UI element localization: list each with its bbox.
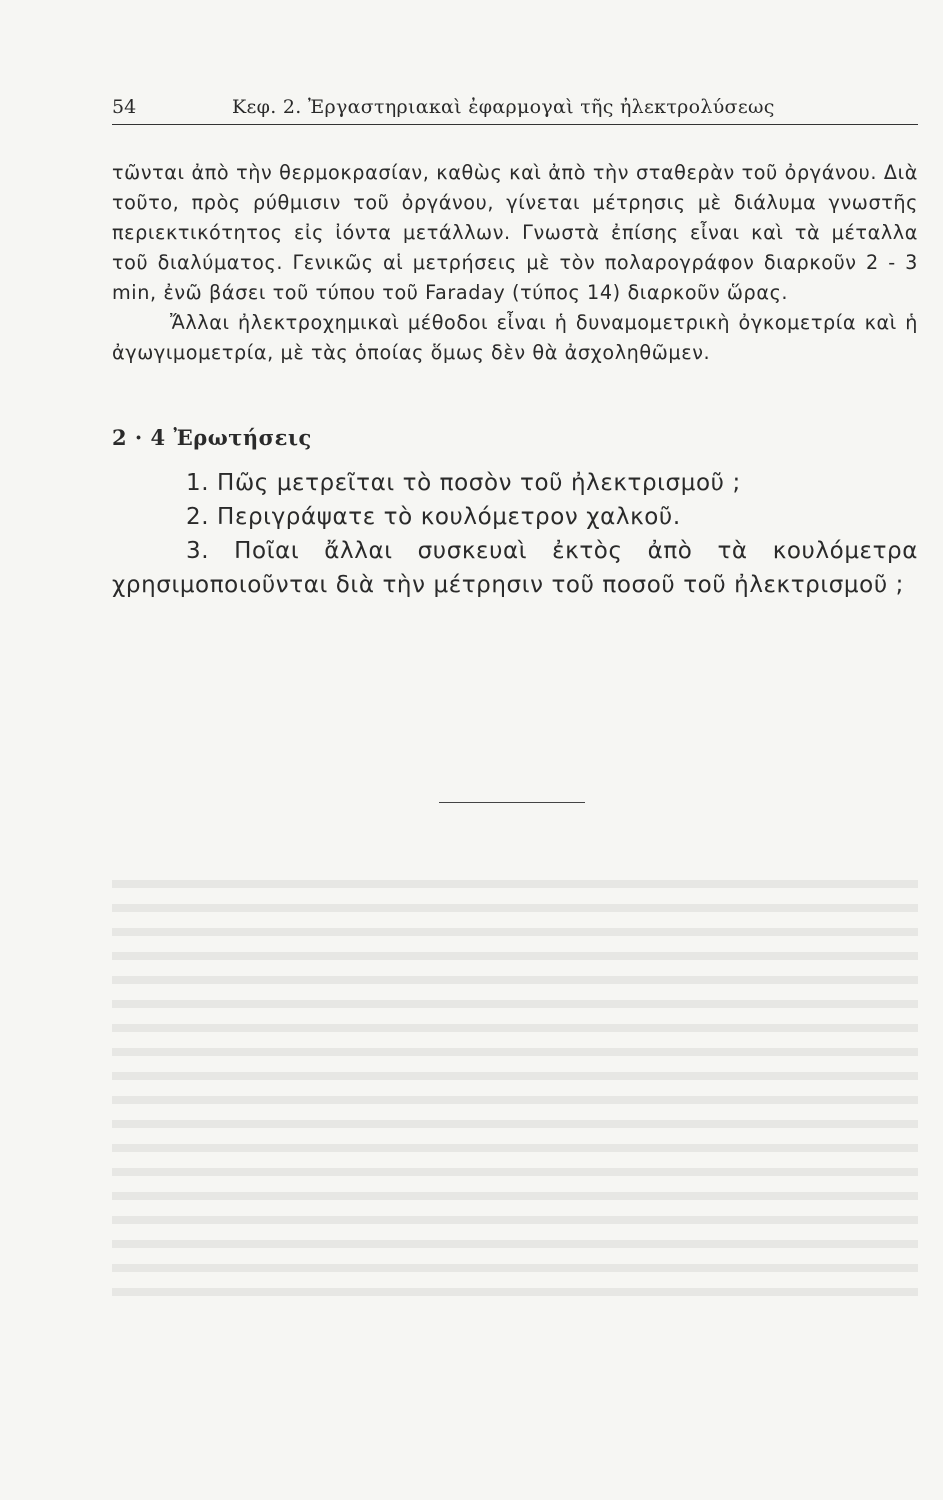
questions-list xyxy=(112,466,918,602)
paragraph: τῶνται ἀπὸ τὴν θερμοκρασίαν, καθὼς καὶ ἀπὸ τὴν σταθερὰν τοῦ ὀργάνου. Διὰ τοῦτο, πρὸς ρύθμισιν τοῦ ὀργάνου, γίνεται μέτρησις μὲ διάλυμα γνωστῆς περιεκτικότητος εἰς ἰόντα μετάλλων. Γνωστὰ ἐπίσης εἶναι καὶ τὰ μέταλλα τοῦ διαλύματος. Γενικῶς αἱ μετρήσεις μὲ τὸν πολαρογράφον διαρκοῦν 2 - 3 min, ἐνῶ βάσει τοῦ τύπου τοῦ Faraday (τύπος 14) διαρκοῦν ὥρας. xyxy=(112,161,918,304)
question-item: 3. Ποῖαι ἄλλαι συσκευαὶ ἐκτὸς ἀπὸ τὰ κουλόμετρα χρησιμοποιοῦνται διὰ τὴν μέτρησιν τοῦ ποσοῦ τοῦ ἠλεκτρισμοῦ ; xyxy=(112,538,918,598)
section-heading: 2 · 4 Ἐρωτήσεις xyxy=(112,425,312,450)
question-item: 1. Πῶς μετρεῖται τὸ ποσὸν τοῦ ἠλεκτρισμοῦ ; xyxy=(186,470,741,496)
paragraph: Ἄλλαι ἠλεκτροχημικαὶ μέθοδοι εἶναι ἡ δυναμομετρικὴ ὀγκομετρία καὶ ἡ ἀγωγιμομετρία, μὲ τὰς ὁποίας ὅμως δὲν θὰ ἀσχοληθῶμεν. xyxy=(112,311,918,364)
running-head: Κεφ. 2. Ἐργαστηριακαὶ ἐφαρμογαὶ τῆς ἠλεκτρολύσεως xyxy=(232,96,775,118)
page-number: 54 xyxy=(112,96,137,118)
show-through-texture xyxy=(112,880,918,1300)
page-header xyxy=(112,96,918,122)
question-item: 2. Περιγράψατε τὸ κουλόμετρον χαλκοῦ. xyxy=(186,504,681,530)
section-divider xyxy=(439,802,585,803)
header-rule xyxy=(112,124,918,125)
body-text xyxy=(112,158,918,368)
